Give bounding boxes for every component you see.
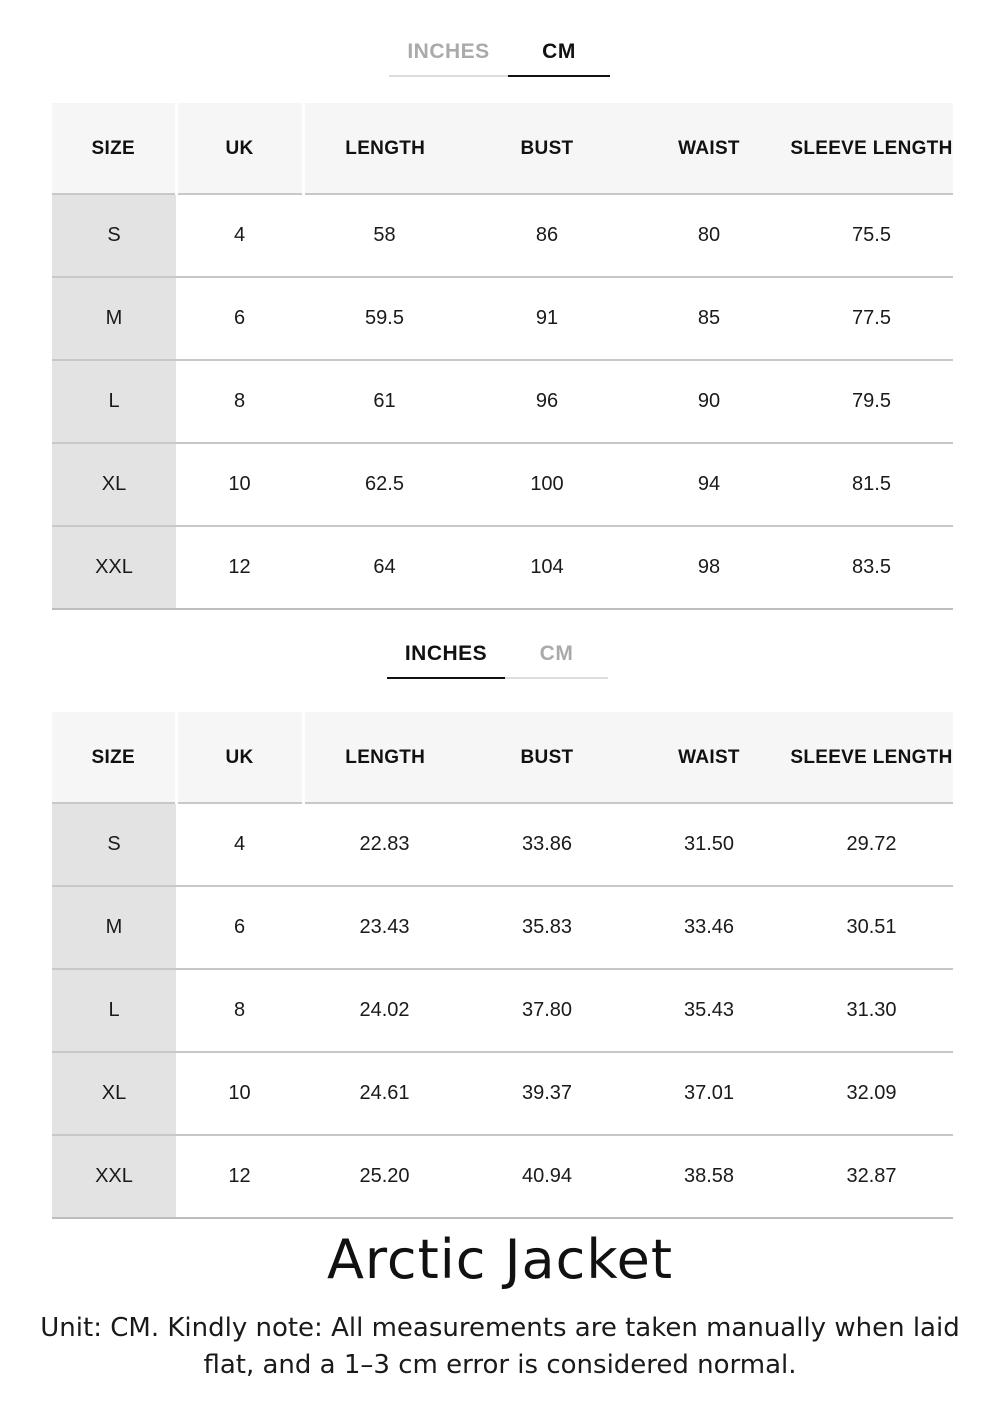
inches-size-table <box>52 712 953 1219</box>
length-cell: 59.5 <box>303 277 466 360</box>
uk-cell: 10 <box>176 1052 303 1135</box>
waist-cell: 35.43 <box>628 969 790 1052</box>
length-cell: 61 <box>303 360 466 443</box>
uk-cell: 12 <box>176 1135 303 1218</box>
table-row <box>52 526 953 609</box>
size-cell: M <box>52 277 176 360</box>
bottom-tab-inches[interactable]: INCHES <box>387 631 505 679</box>
waist-cell: 85 <box>628 277 790 360</box>
sleeve-length-cell: 77.5 <box>790 277 953 360</box>
top-tab-inches[interactable]: INCHES <box>389 29 508 77</box>
size-cell: S <box>52 194 176 277</box>
waist-cell: 33.46 <box>628 886 790 969</box>
uk-cell: 8 <box>176 360 303 443</box>
table-row <box>52 969 953 1052</box>
bust-cell: 35.83 <box>466 886 628 969</box>
header-bust: BUST <box>466 712 628 803</box>
bust-cell: 96 <box>466 360 628 443</box>
cm-size-table <box>52 103 953 610</box>
header-length: LENGTH <box>303 712 466 803</box>
top-unit-tabs <box>0 29 1000 79</box>
product-title: Arctic Jacket <box>326 1228 674 1291</box>
size-cell: L <box>52 360 176 443</box>
length-cell: 64 <box>303 526 466 609</box>
bust-cell: 86 <box>466 194 628 277</box>
uk-cell: 4 <box>176 803 303 886</box>
size-cell: XXL <box>52 526 176 609</box>
size-cell: M <box>52 886 176 969</box>
uk-cell: 4 <box>176 194 303 277</box>
length-cell: 23.43 <box>303 886 466 969</box>
sleeve-length-cell: 32.87 <box>790 1135 953 1218</box>
bust-cell: 91 <box>466 277 628 360</box>
inches-table-header-row <box>52 712 953 803</box>
length-cell: 58 <box>303 194 466 277</box>
header-uk: UK <box>176 712 303 803</box>
length-cell: 24.02 <box>303 969 466 1052</box>
bust-cell: 37.80 <box>466 969 628 1052</box>
top-tab-cm[interactable]: CM <box>508 29 610 77</box>
uk-cell: 10 <box>176 443 303 526</box>
header-waist: WAIST <box>628 712 790 803</box>
waist-cell: 98 <box>628 526 790 609</box>
inches-table-body <box>52 803 953 1218</box>
size-cell: XL <box>52 443 176 526</box>
table-row <box>52 886 953 969</box>
bust-cell: 104 <box>466 526 628 609</box>
bust-cell: 100 <box>466 443 628 526</box>
measurement-note: Unit: CM. Kindly note: All measurements are taken manually when laid flat, and a 1–3 cm error is considered normal. <box>40 1313 960 1380</box>
bottom-unit-tabs <box>0 631 1000 681</box>
length-cell: 24.61 <box>303 1052 466 1135</box>
bust-cell: 33.86 <box>466 803 628 886</box>
waist-cell: 31.50 <box>628 803 790 886</box>
size-cell: XXL <box>52 1135 176 1218</box>
sleeve-length-cell: 30.51 <box>790 886 953 969</box>
size-cell: XL <box>52 1052 176 1135</box>
waist-cell: 80 <box>628 194 790 277</box>
header-size: SIZE <box>52 103 176 194</box>
length-cell: 25.20 <box>303 1135 466 1218</box>
table-row <box>52 1135 953 1218</box>
bust-cell: 39.37 <box>466 1052 628 1135</box>
uk-cell: 6 <box>176 886 303 969</box>
header-uk: UK <box>176 103 303 194</box>
table-row <box>52 443 953 526</box>
sleeve-length-cell: 31.30 <box>790 969 953 1052</box>
table-row <box>52 1052 953 1135</box>
table-row <box>52 360 953 443</box>
uk-cell: 12 <box>176 526 303 609</box>
header-bust: BUST <box>466 103 628 194</box>
size-cell: L <box>52 969 176 1052</box>
waist-cell: 38.58 <box>628 1135 790 1218</box>
sleeve-length-cell: 32.09 <box>790 1052 953 1135</box>
header-waist: WAIST <box>628 103 790 194</box>
uk-cell: 8 <box>176 969 303 1052</box>
table-row <box>52 194 953 277</box>
waist-cell: 90 <box>628 360 790 443</box>
uk-cell: 6 <box>176 277 303 360</box>
sleeve-length-cell: 29.72 <box>790 803 953 886</box>
length-cell: 62.5 <box>303 443 466 526</box>
bottom-tab-cm[interactable]: CM <box>505 631 608 679</box>
length-cell: 22.83 <box>303 803 466 886</box>
sleeve-length-cell: 75.5 <box>790 194 953 277</box>
header-sleeve-length: SLEEVE LENGTH <box>790 103 953 194</box>
sleeve-length-cell: 79.5 <box>790 360 953 443</box>
waist-cell: 37.01 <box>628 1052 790 1135</box>
sleeve-length-cell: 83.5 <box>790 526 953 609</box>
header-size: SIZE <box>52 712 176 803</box>
sleeve-length-cell: 81.5 <box>790 443 953 526</box>
cm-table-header-row <box>52 103 953 194</box>
header-length: LENGTH <box>303 103 466 194</box>
size-cell: S <box>52 803 176 886</box>
cm-table-body <box>52 194 953 609</box>
waist-cell: 94 <box>628 443 790 526</box>
table-row <box>52 277 953 360</box>
bust-cell: 40.94 <box>466 1135 628 1218</box>
header-sleeve-length: SLEEVE LENGTH <box>790 712 953 803</box>
table-row <box>52 803 953 886</box>
